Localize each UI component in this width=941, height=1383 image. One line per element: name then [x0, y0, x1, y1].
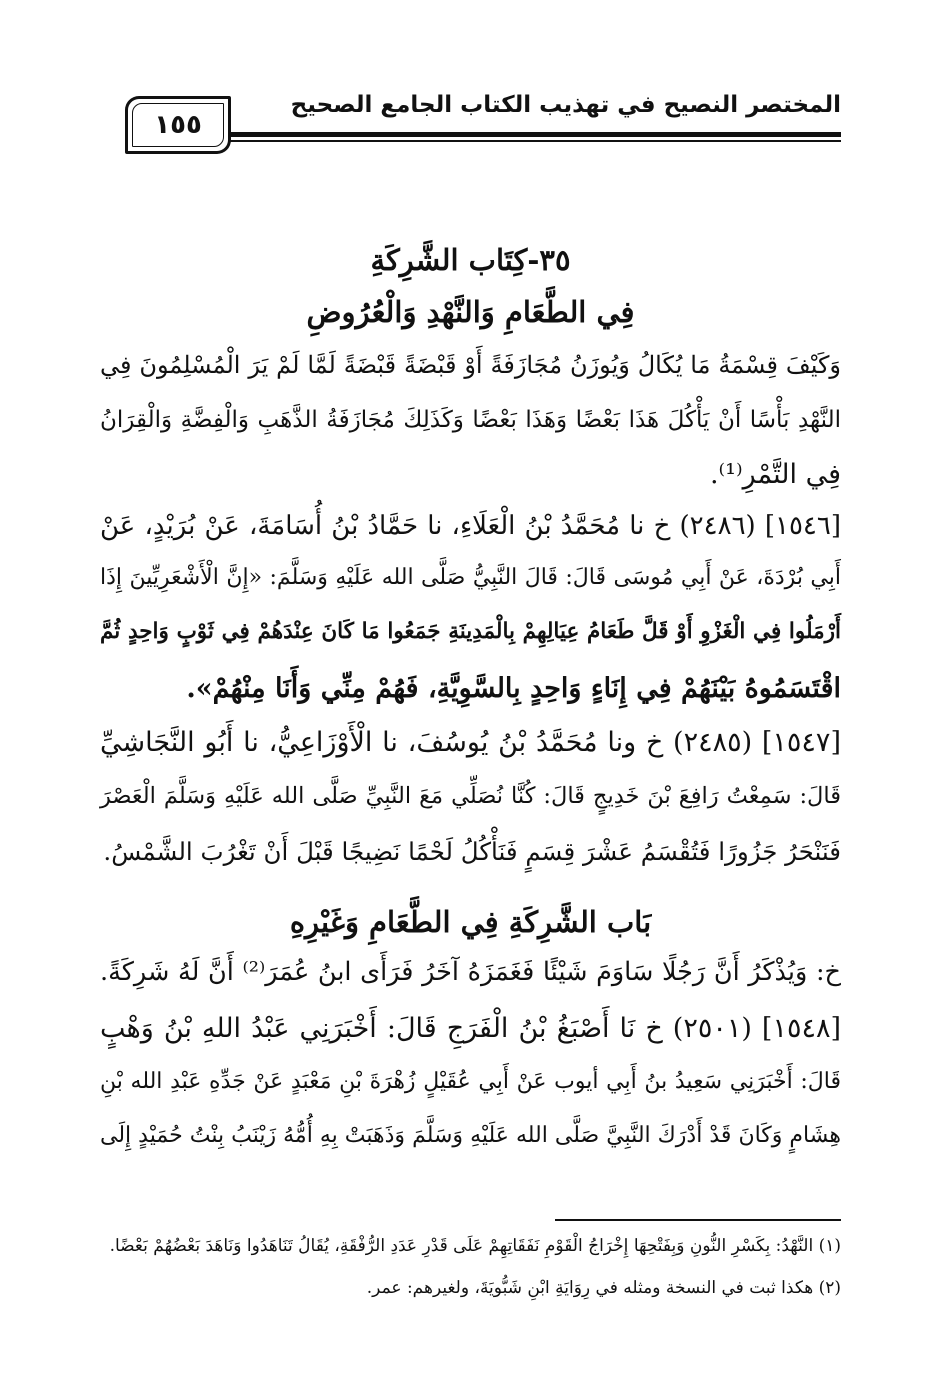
running-header [125, 92, 841, 154]
hadith-1546-line: أَرْمَلُوا فِي الْغَزْوِ أَوْ قَلَّ طَعَامُ عِيَالِهِمْ بِالْمَدِينَةِ جَمَعُوا مَا كَانَ عِنْدَهُمْ فِي ثَوْبٍ وَاحِدٍ ثُمَّ [100, 619, 841, 644]
header-title: المختصر النصيح في تهذيب الكتاب الجامع الصحيح [290, 92, 841, 118]
footnote-separator [555, 1219, 841, 1221]
footnote: (١) النَّهْدُ: بِكَسْرِ النُّونِ وَبِفَتْحِهَا إِخْرَاجُ الْقَوْمِ نَفَقَاتِهِمْ عَلَى قَدْرِ عَدَدِ الرُّفْقَةِ، يُقَالُ تَنَاهَدُوا وَنَاهَدَ بَعْضُهُمْ بَعْضًا. [109, 1236, 841, 1256]
text-line: النَّهْدِ بَأْسًا أَنْ يَأْكُلَ هَذَا بَعْضًا وَهَذَا بَعْضًا وَكَذَلِكَ مُجَازَفَةُ الذَّهَبِ وَالْفِضَّةِ وَالْقِرَانُ [100, 407, 841, 433]
page-number: ١٥٥ [154, 110, 202, 140]
hadith-1546-line: أَبِي بُرْدَةَ، عَنْ أَبِي مُوسَى قَالَ: قَالَ النَّبِيُّ صَلَّى الله عَلَيْهِ وَسَلَّمَ: «إِنَّ الْأَشْعَرِيِّينَ إِذَا [100, 565, 841, 590]
hadith-1547-line: قَالَ: سَمِعْتُ رَافِعَ بْنَ خَدِيجٍ قَالَ: كُنَّا نُصَلِّي مَعَ النَّبِيِّ صَلَّى الله عَلَيْهِ وَسَلَّمَ الْعَصْرَ [100, 783, 841, 809]
hadith-1546-line: [١٥٤٦] (٢٤٨٦) خ نا مُحَمَّدُ بْنُ الْعَلَاءِ، نا حَمَّادُ بْنُ أُسَامَةَ، عَنْ بُرَيْدٍ، عَنْ [100, 511, 841, 541]
hadith-1546-line: اقْتَسَمُوهُ بَيْنَهُمْ فِي إِنَاءٍ وَاحِدٍ بِالسَّوِيَّةِ، فَهُمْ مِنِّي وَأَنَا مِنْهُمْ». [186, 673, 841, 704]
book-title: ٣٥-كِتَاب الشَّرِكَةِ [370, 243, 571, 277]
chapter-heading: بَاب الشَّرِكَةِ فِي الطَّعَامِ وَغَيْرِهِ [289, 905, 652, 939]
header-rule-thin [229, 140, 841, 142]
text-line: خ: وَيُذْكَرُ أَنَّ رَجُلًا سَاوَمَ شَيْئًا فَغَمَزَهُ آخَرُ فَرَأَى ابنُ عُمَرَ⁽²⁾ أَنَّ لَهُ شَرِكَةً. [100, 957, 841, 987]
hadith-1547-line: فَنَنْحَرُ جَزُورًا فَتُقْسَمُ عَشْرَ قِسَمٍ فَنَأْكُلُ لَحْمًا نَضِيجًا قَبْلَ أَنْ تَغْرُبَ الشَّمْسُ. [103, 837, 841, 866]
hadith-1548-line: [١٥٤٨] (٢٥٠١) خ نَا أَصْبَغُ بْنُ الْفَرَجِ قَالَ: أَخْبَرَنِي عَبْدُ اللهِ بْنُ وَهْبٍ [100, 1013, 841, 1044]
page-number-box [125, 96, 231, 154]
text-line: فِي التَّمْرِ⁽¹⁾. [709, 459, 841, 490]
hadith-1548-line: هِشَامٍ وَكَانَ قَدْ أَدْرَكَ النَّبِيَّ صَلَّى الله عَلَيْهِ وَسَلَّمَ وَذَهَبَتْ بِهِ أُمُّهُ زَيْنَبُ بِنْتُ حُمَيْدٍ إِلَى [100, 1123, 841, 1148]
hadith-1547-line: [١٥٤٧] (٢٤٨٥) خ ونا مُحَمَّدُ بْنُ يُوسُفَ، نا الْأَوْزَاعِيُّ، نا أَبُو النَّجَاشِيِّ [100, 727, 841, 758]
footnote: (٢) هكذا ثبت في النسخة ومثله في رِوَايَةِ ابْنِ شَبُّويَةَ، ولغيرهم: عمر. [366, 1278, 841, 1298]
text-line: وَكَيْفَ قِسْمَةُ مَا يُكَالُ وَيُوزَنُ مُجَازَفَةً أَوْ قَبْضَةً قَبْضَةً لَمَّا لَمْ يَرَ الْمُسْلِمُونَ فِي [100, 351, 841, 379]
hadith-1548-line: قَالَ: أَخْبَرَنِي سَعِيدُ بنُ أَبِي أيوب عَنْ أَبِي عُقَيْلٍ زُهْرَةَ بْنِ مَعْبَدٍ عَنْ جَدِّهِ عَبْدِ الله بْنِ [100, 1069, 841, 1094]
header-rule [229, 132, 841, 137]
book-subtitle: فِي الطَّعَامِ وَالنَّهْدِ وَالْعُرُوضِ [306, 295, 635, 329]
